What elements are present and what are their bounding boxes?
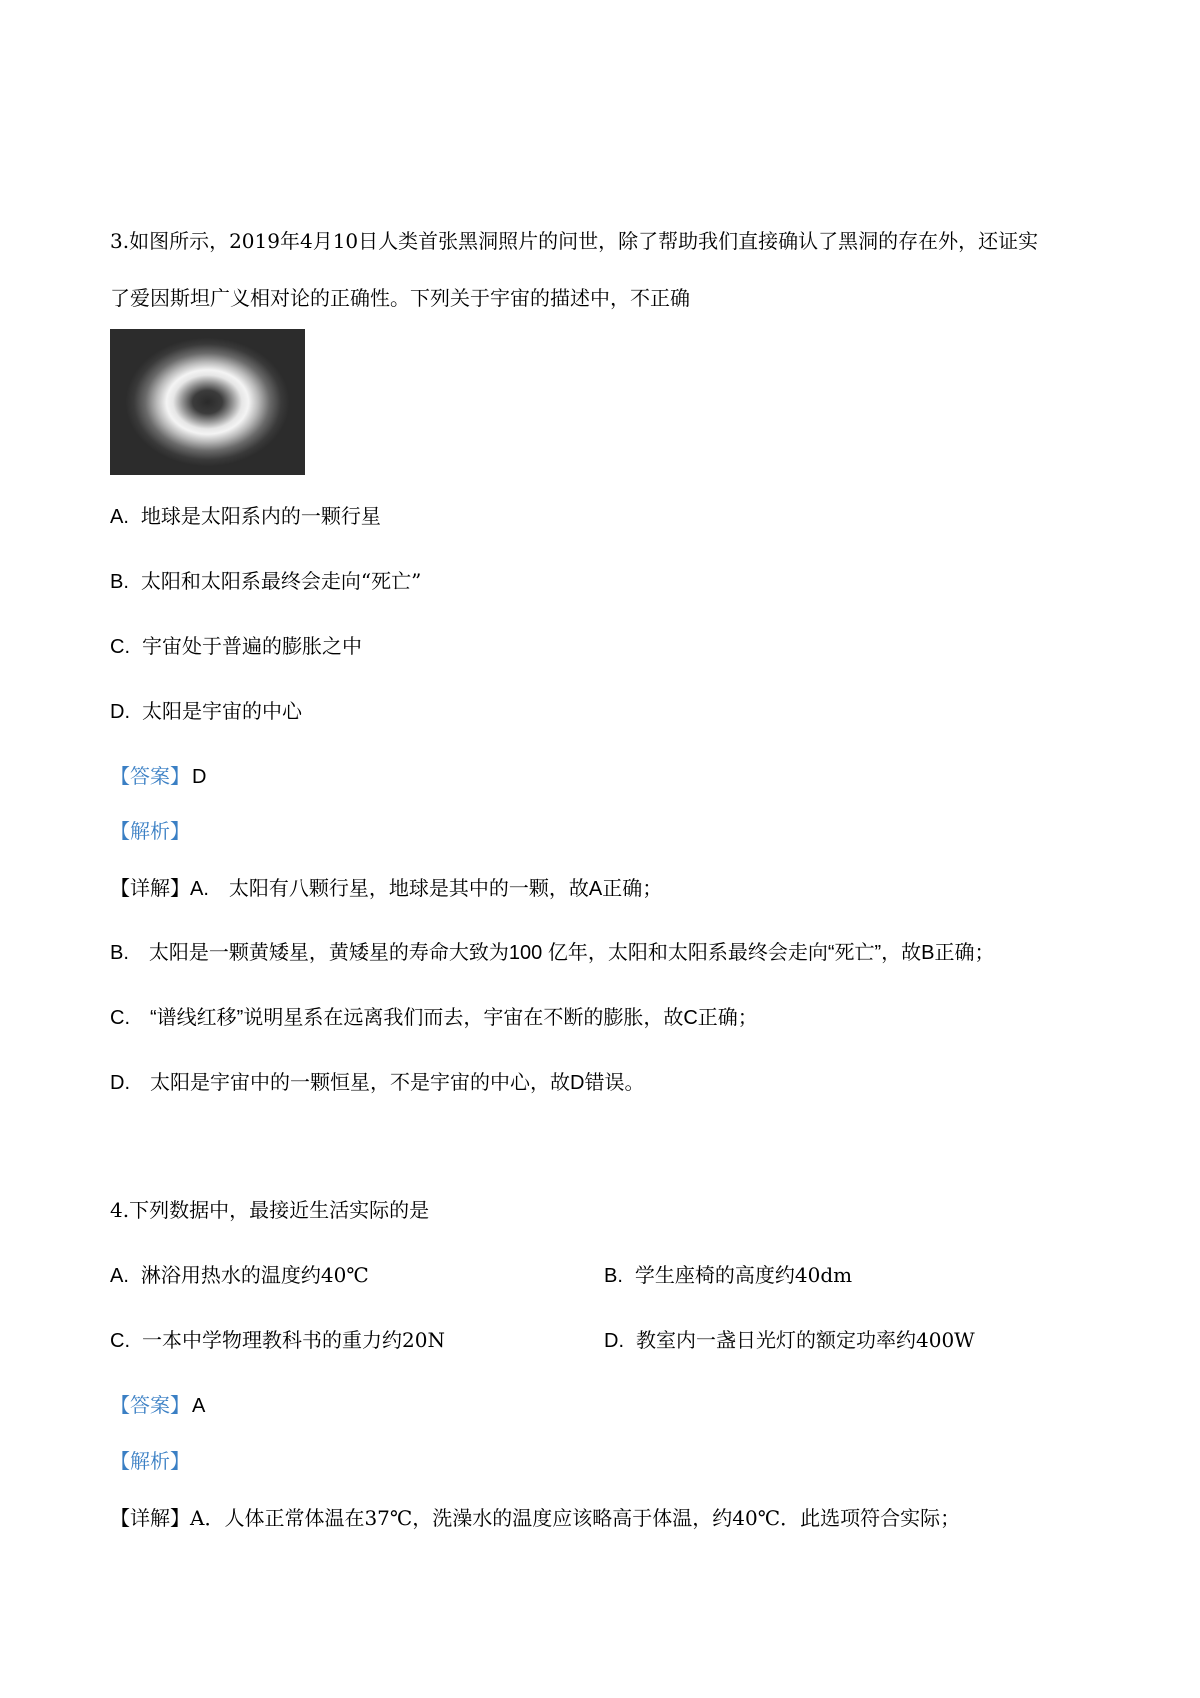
q3-detail-d: D. 太阳是宇宙中的一颗恒星，不是宇宙的中心，故D错误。 <box>110 1072 645 1094</box>
q4-analysis <box>110 1448 190 1474</box>
answer-value: D <box>192 766 207 788</box>
q3-detail-a: 【详解】A. 太阳有八颗行星，地球是其中的一颗，故A正确； <box>110 876 663 900</box>
q4-stem: 4.下列数据中，最接近生活实际的是 <box>110 1198 430 1222</box>
q3-option-b: B. 太阳和太阳系最终会走向“死亡” <box>110 569 422 593</box>
answer-tag: 【答案】 <box>110 764 190 788</box>
q3-analysis <box>110 818 190 844</box>
q3-stem-line2: 了爱因斯坦广义相对论的正确性。下列关于宇宙的描述中，不正确 <box>110 286 690 310</box>
q3-detail-c: C. “谱线红移”说明星系在远离我们而去，宇宙在不断的膨胀，故C正确； <box>110 1007 758 1029</box>
analysis-tag: 【解析】 <box>110 819 190 843</box>
q3-option-c: C. 宇宙处于普遍的膨胀之中 <box>110 634 362 658</box>
q4-detail-a: 【详解】A．人体正常体温在37℃，洗澡水的温度应该略高于体温，约40℃．此选项符合实际； <box>110 1506 961 1530</box>
q3-answer <box>110 763 206 790</box>
q4-option-a: A. 淋浴用热水的温度约40℃ <box>110 1263 369 1287</box>
answer-tag: 【答案】 <box>110 1393 190 1417</box>
black-hole-photo <box>110 329 305 475</box>
q3-detail-b: B. 太阳是一颗黄矮星，黄矮星的寿命大致为100 亿年，太阳和太阳系最终会走向“死亡”，故B正确； <box>110 942 995 964</box>
q3-stem-line1: 3.如图所示，2019年4月10日人类首张黑洞照片的问世，除了帮助我们直接确认了黑洞的存在外，还证实 <box>110 229 1039 253</box>
detail-tag: 【详解】 <box>110 876 190 900</box>
q3-option-d: D. 太阳是宇宙的中心 <box>110 699 302 723</box>
q3-option-a: A. 地球是太阳系内的一颗行星 <box>110 504 381 528</box>
analysis-tag: 【解析】 <box>110 1449 190 1473</box>
q4-option-d: D. 教室内一盏日光灯的额定功率约400W <box>604 1328 975 1352</box>
q4-option-b: B. 学生座椅的高度约40dm <box>604 1263 853 1287</box>
q4-option-c: C. 一本中学物理教科书的重力约20N <box>110 1328 445 1352</box>
answer-value: A <box>192 1395 206 1417</box>
detail-tag: 【详解】 <box>110 1506 190 1530</box>
q4-answer <box>110 1392 205 1419</box>
